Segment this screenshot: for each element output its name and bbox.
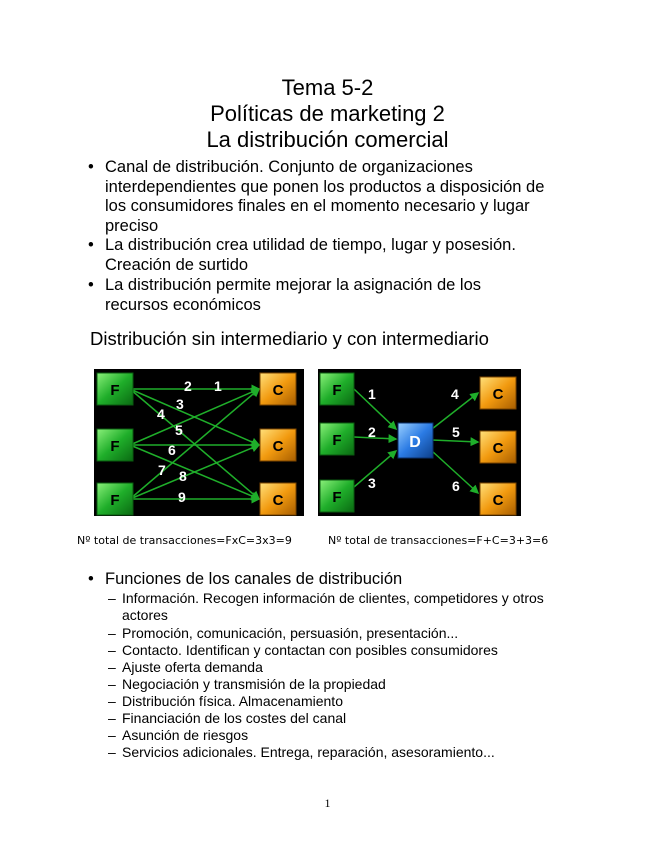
customer-label: C — [492, 386, 504, 403]
transaction-number: 8 — [179, 468, 187, 484]
transaction-number: 7 — [158, 462, 166, 478]
list-item-text: Información. Recogen información de clientes, competidores y otros actores — [122, 590, 544, 623]
supplier-node — [97, 429, 133, 461]
customer-label: C — [272, 438, 284, 455]
dash: – — [108, 727, 116, 743]
transaction-number: 5 — [175, 422, 183, 438]
dash: – — [108, 625, 116, 641]
customer-node — [480, 483, 516, 515]
list-item-text: Negociación y transmisión de la propiedad — [122, 676, 386, 692]
diagram-intermediary-svg — [318, 369, 521, 516]
list-item — [108, 676, 548, 693]
supplier-label: F — [110, 382, 120, 399]
dash: – — [108, 693, 116, 709]
list-item-text: Financiación de los costes del canal — [122, 710, 347, 726]
transaction-number: 5 — [452, 424, 460, 440]
supplier-label: F — [110, 492, 120, 509]
supplier-label: F — [110, 438, 120, 455]
supplier-node — [97, 483, 133, 515]
customer-node — [480, 431, 516, 463]
bullet-text: Funciones de los canales de distribución — [105, 570, 403, 588]
dash: – — [108, 710, 116, 726]
list-item — [108, 693, 548, 710]
list-item-text: Promoción, comunicación, persuasión, presentación... — [122, 625, 459, 641]
transaction-number: 9 — [178, 489, 186, 505]
page-number: 1 — [324, 796, 331, 810]
distributor-node — [398, 423, 433, 458]
title-line-3: La distribución comercial — [206, 127, 449, 152]
transaction-number: 1 — [214, 378, 222, 394]
title-line-2: Políticas de marketing 2 — [210, 101, 445, 126]
supplier-node — [320, 423, 354, 455]
list-item-text: Distribución física. Almacenamiento — [122, 693, 343, 709]
bullet-dot: • — [88, 570, 94, 588]
caption-direct: Nº total de transacciones=FxC=3x3=9 — [77, 534, 292, 547]
bullet-text: La distribución permite mejorar la asignación de los recursos económicos — [105, 276, 482, 314]
list-item — [108, 625, 548, 642]
supplier-label: F — [332, 432, 342, 449]
list-item — [108, 744, 548, 761]
bullet-dot: • — [88, 158, 94, 176]
supplier-node — [320, 480, 354, 512]
list-item-text: Asunción de riesgos — [122, 727, 249, 743]
transaction-number: 1 — [368, 386, 376, 402]
diagram-intermediary — [318, 369, 521, 516]
transaction-number: 3 — [368, 475, 376, 491]
list-item — [108, 590, 548, 624]
customer-node — [260, 483, 296, 515]
supplier-node — [320, 373, 354, 405]
dash: – — [108, 642, 116, 658]
customer-label: C — [492, 440, 504, 457]
list-item-text: Contacto. Identifican y contactan con posibles consumidores — [122, 642, 498, 658]
bullet-canal — [88, 158, 548, 236]
bullet-dot: • — [88, 276, 94, 294]
customer-label: C — [272, 382, 284, 399]
list-item — [108, 642, 548, 659]
caption-intermediary: Nº total de transacciones=F+C=3+3=6 — [328, 534, 549, 547]
dash: – — [108, 744, 116, 760]
supplier-node — [97, 373, 133, 405]
list-item — [108, 727, 548, 744]
diagram-direct-svg — [94, 369, 304, 516]
list-item-text: Ajuste oferta demanda — [122, 659, 263, 675]
supplier-label: F — [332, 489, 342, 506]
transaction-number: 3 — [176, 396, 184, 412]
list-item — [108, 659, 548, 676]
customer-label: C — [492, 492, 504, 509]
customer-node — [480, 377, 516, 409]
transaction-number: 2 — [184, 378, 192, 394]
transaction-number: 4 — [451, 386, 459, 402]
bullet-funciones — [88, 570, 548, 590]
bullet-asignacion — [88, 276, 548, 315]
bullet-utilidad — [88, 236, 548, 275]
transaction-number: 6 — [168, 442, 176, 458]
subheading: Distribución sin intermediario y con intermediario — [90, 328, 489, 349]
transaction-number: 2 — [368, 424, 376, 440]
title-line-1: Tema 5-2 — [281, 75, 374, 100]
diagram-direct — [94, 369, 304, 516]
bullet-text: La distribución crea utilidad de tiempo, lugar y posesión. Creación de surtido — [105, 236, 516, 274]
bullet-dot: • — [88, 236, 94, 254]
dash: – — [108, 590, 116, 606]
supplier-label: F — [332, 382, 342, 399]
customer-label: C — [272, 492, 284, 509]
transaction-number: 6 — [452, 478, 460, 494]
bullet-text: Canal de distribución. Conjunto de organizaciones interdependientes que ponen los productos a disposición de los consumidores finales en el momento necesario y lugar preciso — [105, 158, 545, 235]
transaction-number: 4 — [157, 406, 165, 422]
customer-node — [260, 429, 296, 461]
dash: – — [108, 659, 116, 675]
list-item-text: Servicios adicionales. Entrega, reparación, asesoramiento... — [122, 744, 495, 760]
customer-node — [260, 373, 296, 405]
dash: – — [108, 676, 116, 692]
distributor-label: D — [409, 434, 421, 451]
list-item — [108, 710, 548, 727]
